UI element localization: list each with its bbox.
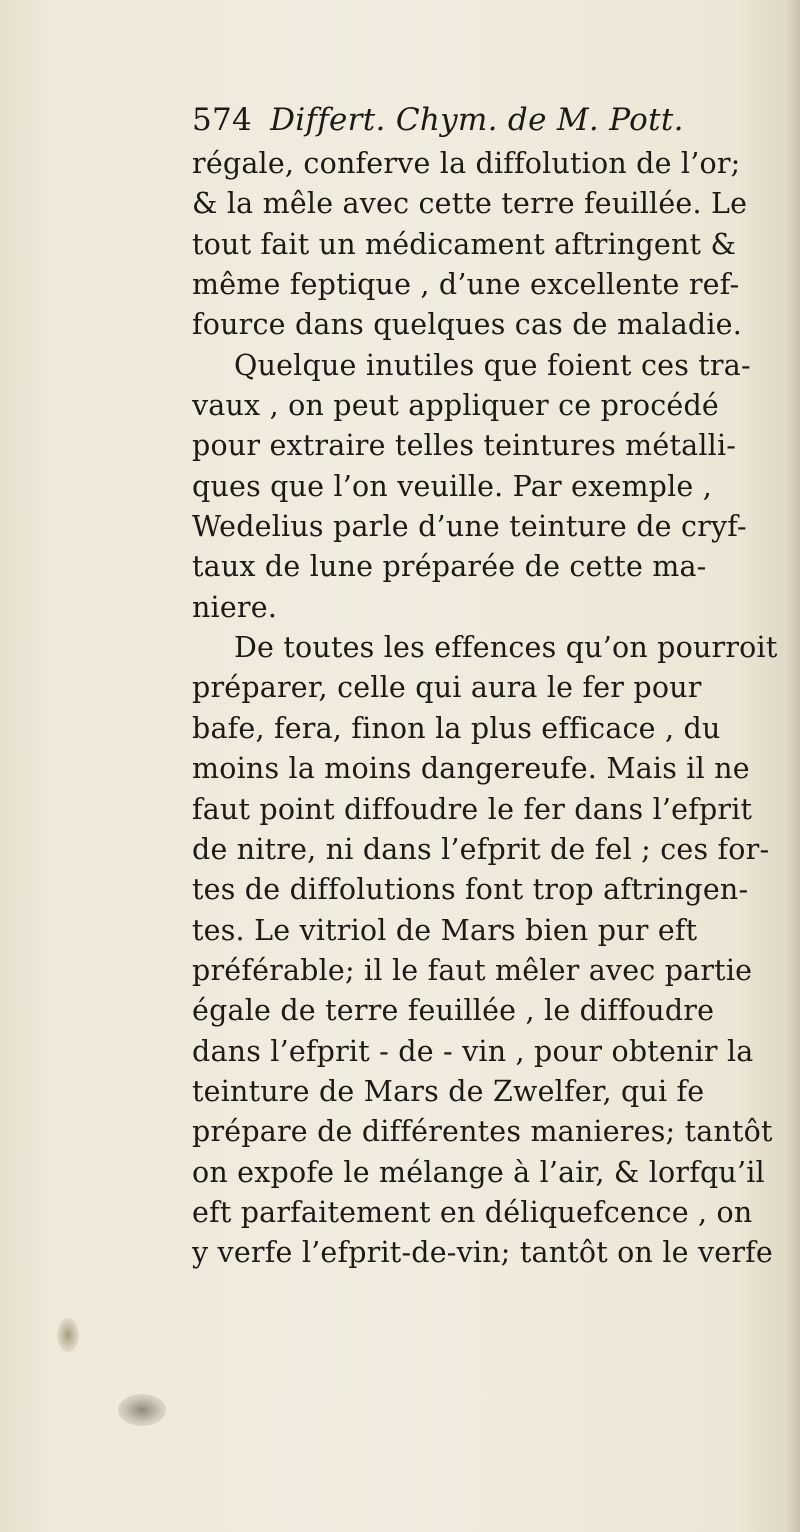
text-line: tes de diffolutions font trop aftringen- bbox=[192, 873, 749, 907]
running-title: Differt. Chym. de M. Pott. bbox=[270, 102, 684, 138]
text-line: préférable; il le faut mêler avec partie bbox=[192, 953, 753, 987]
text-line: taux de lune préparée de cette ma- bbox=[192, 550, 707, 584]
page-number: 574 bbox=[192, 102, 253, 138]
text-line: eft parfaitement en déliquefcence , on bbox=[192, 1195, 753, 1229]
text-line: régale, conferve la diffolution de l’or; bbox=[192, 147, 741, 180]
ink-stain bbox=[118, 1394, 166, 1426]
text-line: teinture de Mars de Zwelfer, qui fe bbox=[192, 1074, 705, 1108]
text-line: prépare de différentes manieres; tantôt bbox=[192, 1115, 773, 1149]
ink-stain bbox=[57, 1318, 79, 1352]
text-line: bafe, fera, finon la plus efficace , du bbox=[192, 711, 721, 745]
text-line: niere. bbox=[192, 590, 278, 624]
paragraph-start-line: De toutes les effences qu’on pourroit bbox=[234, 631, 778, 665]
running-head bbox=[192, 96, 798, 144]
text-line: tout fait un médicament aftringent & bbox=[192, 227, 737, 261]
text-line: égale de terre feuillée , le diffoudre bbox=[192, 994, 715, 1028]
text-line: même feptique , d’une excellente ref- bbox=[192, 268, 740, 302]
text-line: y verfe l’efprit-de-vin; tantôt on le verfe bbox=[192, 1236, 773, 1270]
text-line: on expofe le mélange à l’air, & lorfqu’il bbox=[192, 1155, 765, 1189]
paragraph-start-line: Quelque inutiles que foient ces tra- bbox=[234, 348, 751, 382]
text-line: ques que l’on veuille. Par exemple , bbox=[192, 469, 713, 503]
text-line: faut point diffoudre le fer dans l’efprit bbox=[192, 792, 753, 826]
text-line: Wedelius parle d’une teinture de cryf- bbox=[192, 510, 747, 544]
text-line: pour extraire telles teintures métalli- bbox=[192, 429, 737, 463]
text-line: tes. Le vitriol de Mars bien pur eft bbox=[192, 913, 698, 947]
text-line: moins la moins dangereufe. Mais il ne bbox=[192, 752, 750, 786]
text-line: de nitre, ni dans l’efprit de fel ; ces for- bbox=[192, 832, 770, 866]
text-line: & la mêle avec cette terre feuillée. Le bbox=[192, 187, 748, 221]
text-line: dans l’efprit - de - vin , pour obtenir la bbox=[192, 1034, 754, 1068]
text-block bbox=[192, 96, 798, 1274]
text-line: préparer, celle qui aura le fer pour bbox=[192, 671, 702, 705]
text-line: fource dans quelques cas de maladie. bbox=[192, 308, 742, 342]
text-line: vaux , on peut appliquer ce procédé bbox=[192, 389, 719, 423]
